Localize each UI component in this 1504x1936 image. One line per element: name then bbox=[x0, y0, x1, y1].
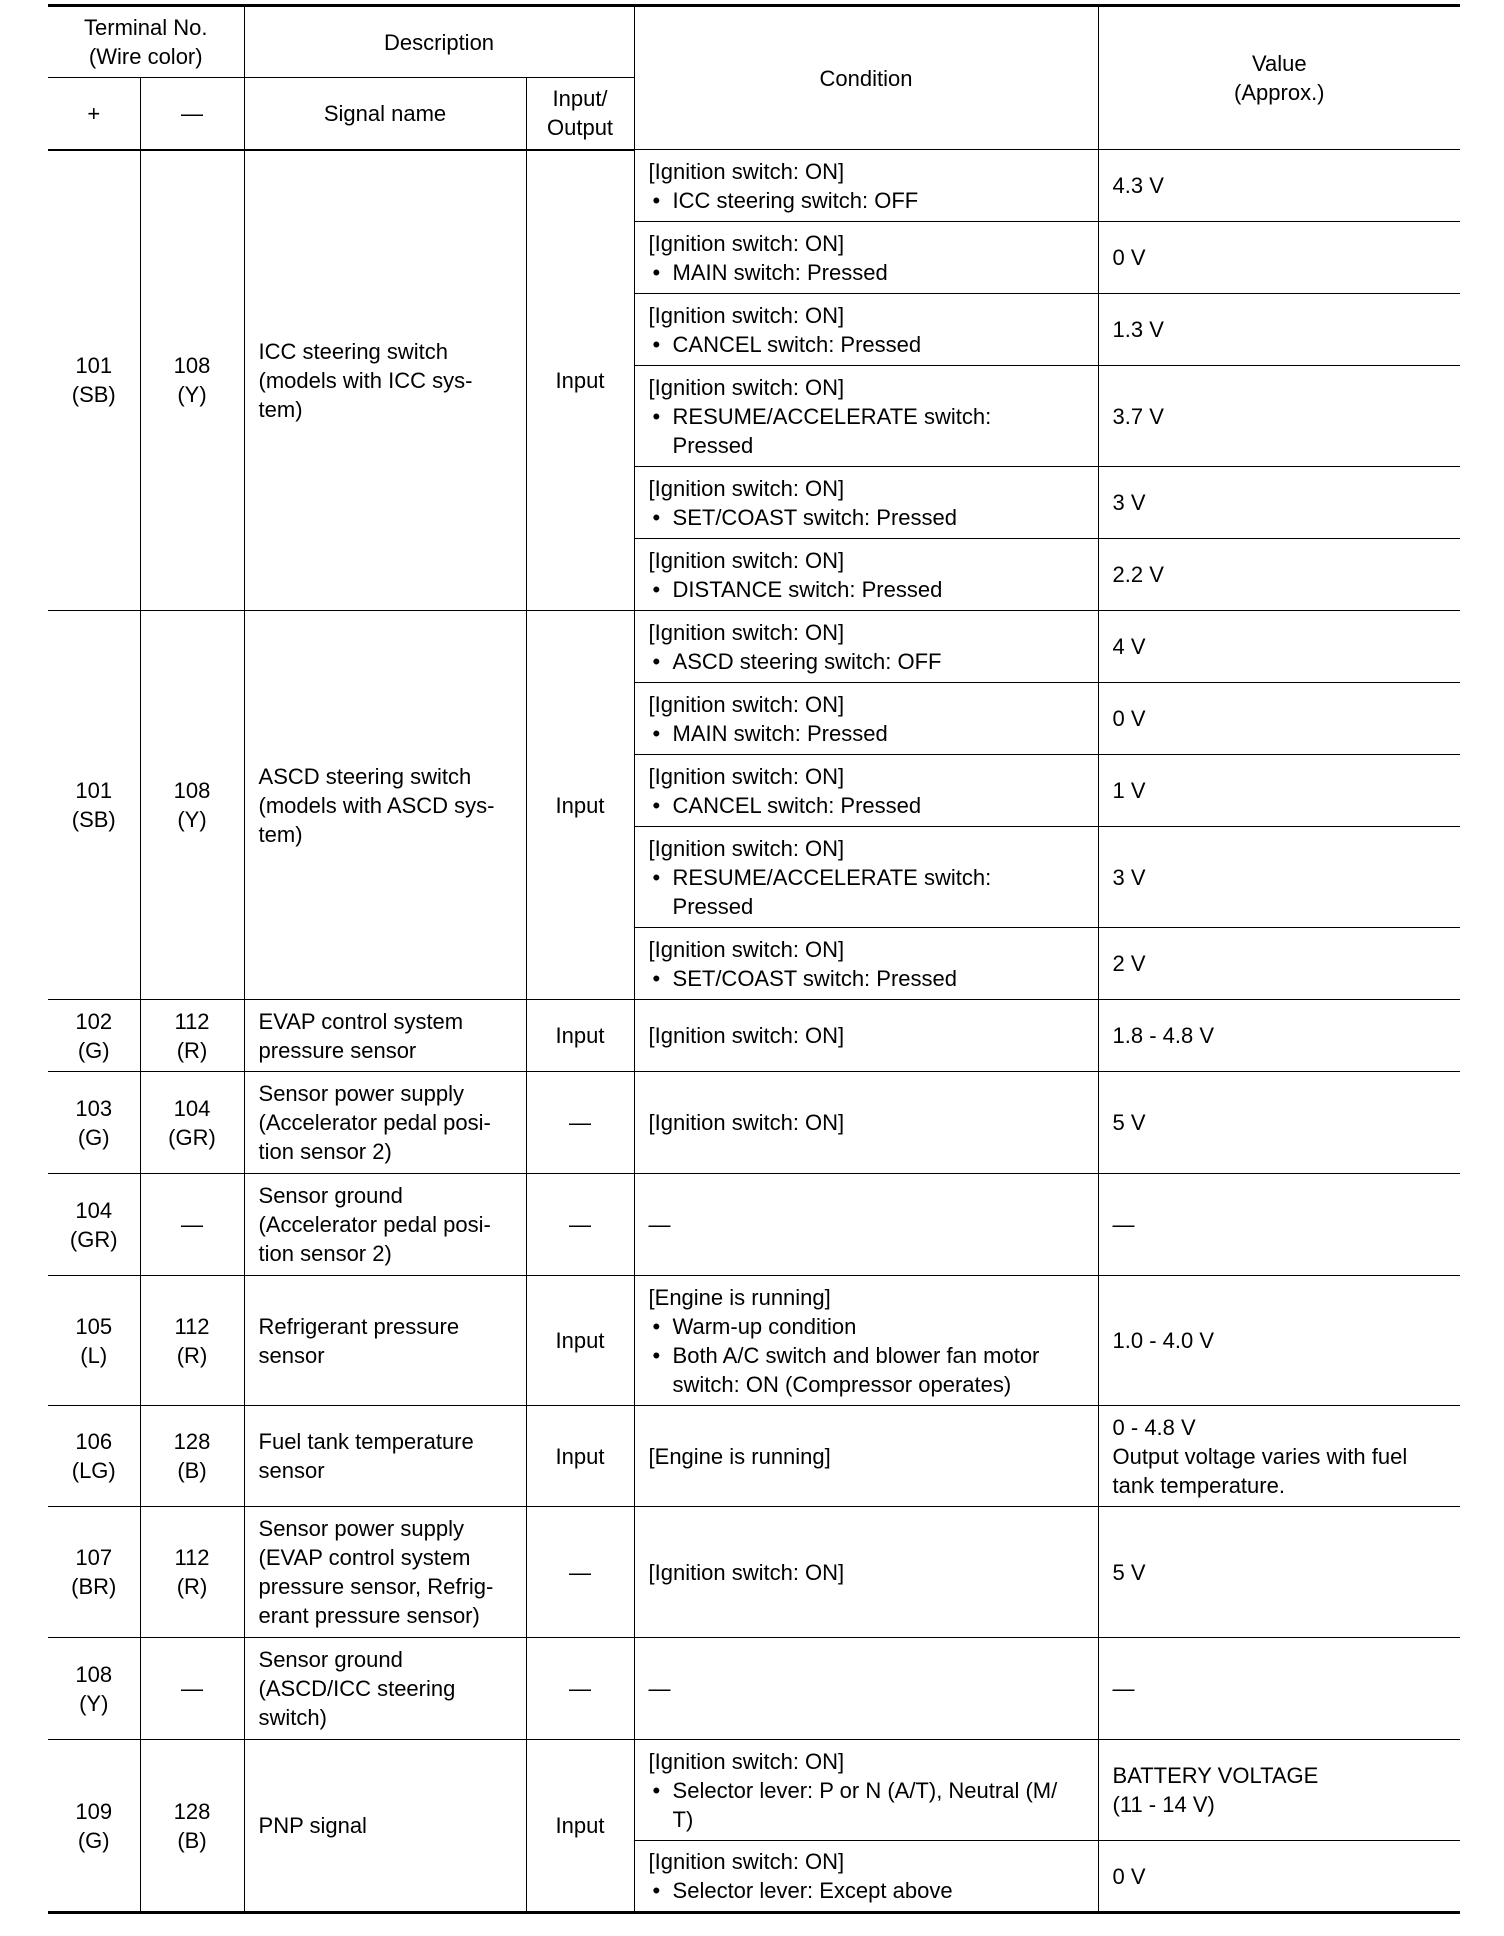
signal-name-cell: Refrigerant pressure sensor bbox=[244, 1276, 526, 1406]
condition-cell: [Ignition switch: ON] • SET/COAST switch: Pressed bbox=[634, 467, 1098, 539]
condition-cell: [Ignition switch: ON] • Selector lever: Except above bbox=[634, 1841, 1098, 1913]
condition-bullet: • Warm-up condition bbox=[649, 1312, 1084, 1341]
condition-cell: [Ignition switch: ON] • RESUME/ACCELERATE switch: Pressed bbox=[634, 366, 1098, 467]
value-cell: 1.8 - 4.8 V bbox=[1098, 1000, 1460, 1072]
signal-name-cell: PNP signal bbox=[244, 1740, 526, 1913]
terminal-plus-cell: 108 (Y) bbox=[48, 1638, 140, 1740]
table-row bbox=[48, 1276, 1460, 1406]
value-cell: 5 V bbox=[1098, 1507, 1460, 1638]
condition-cell: [Ignition switch: ON] • Selector lever: P or N (A/T), Neutral (M/ T) bbox=[634, 1740, 1098, 1841]
input-output-cell: — bbox=[526, 1507, 634, 1638]
condition-bullet: • DISTANCE switch: Pressed bbox=[649, 575, 1084, 604]
condition-bullet: • CANCEL switch: Pressed bbox=[649, 791, 1084, 820]
condition-bullet: • Both A/C switch and blower fan motor switch: ON (Compressor operates) bbox=[649, 1341, 1084, 1399]
value-header: Value (Approx.) bbox=[1098, 6, 1460, 150]
value-cell: BATTERY VOLTAGE (11 - 14 V) bbox=[1098, 1740, 1460, 1841]
condition-bullet: • MAIN switch: Pressed bbox=[649, 258, 1084, 287]
signal-name-cell: Fuel tank temperature sensor bbox=[244, 1406, 526, 1507]
terminal-plus-cell: 101 (SB) bbox=[48, 611, 140, 1000]
condition-bullet: • RESUME/ACCELERATE switch: Pressed bbox=[649, 402, 1084, 460]
condition-bullet: • ICC steering switch: OFF bbox=[649, 186, 1084, 215]
condition-bullet: • Selector lever: Except above bbox=[649, 1876, 1084, 1905]
condition-cell: [Ignition switch: ON] bbox=[634, 1507, 1098, 1638]
description-header: Description bbox=[244, 6, 634, 78]
condition-bullet: • RESUME/ACCELERATE switch: Pressed bbox=[649, 863, 1084, 921]
terminal-plus-cell: 104 (GR) bbox=[48, 1174, 140, 1276]
value-cell: 3 V bbox=[1098, 827, 1460, 928]
value-cell: 0 V bbox=[1098, 1841, 1460, 1913]
input-output-cell: — bbox=[526, 1638, 634, 1740]
signal-name-cell: ICC steering switch (models with ICC sys- tem) bbox=[244, 150, 526, 611]
condition-cell: [Ignition switch: ON] • ICC steering switch: OFF bbox=[634, 150, 1098, 222]
terminal-minus-cell: 128 (B) bbox=[140, 1406, 244, 1507]
terminal-minus-cell: 112 (R) bbox=[140, 1276, 244, 1406]
value-cell: 2.2 V bbox=[1098, 539, 1460, 611]
input-output-cell: — bbox=[526, 1072, 634, 1174]
input-output-cell: Input bbox=[526, 1276, 634, 1406]
table-row bbox=[48, 1507, 1460, 1638]
value-cell: 2 V bbox=[1098, 928, 1460, 1000]
minus-header: — bbox=[140, 78, 244, 150]
condition-cell: [Ignition switch: ON] • ASCD steering switch: OFF bbox=[634, 611, 1098, 683]
terminal-minus-cell: 108 (Y) bbox=[140, 150, 244, 611]
condition-cell: — bbox=[634, 1638, 1098, 1740]
value-cell: 0 V bbox=[1098, 222, 1460, 294]
table-row bbox=[48, 1406, 1460, 1507]
condition-cell: [Ignition switch: ON] bbox=[634, 1072, 1098, 1174]
condition-cell: [Ignition switch: ON] • SET/COAST switch: Pressed bbox=[634, 928, 1098, 1000]
value-cell: 4 V bbox=[1098, 611, 1460, 683]
signal-name-cell: Sensor power supply (EVAP control system pressure sensor, Refrig- erant pressure sensor) bbox=[244, 1507, 526, 1638]
condition-bullet: • Selector lever: P or N (A/T), Neutral (M/ T) bbox=[649, 1776, 1084, 1834]
condition-cell: [Ignition switch: ON] • DISTANCE switch: Pressed bbox=[634, 539, 1098, 611]
table-row bbox=[48, 1000, 1460, 1072]
signal-name-cell: EVAP control system pressure sensor bbox=[244, 1000, 526, 1072]
input-output-cell: Input bbox=[526, 1000, 634, 1072]
terminal-minus-cell: 108 (Y) bbox=[140, 611, 244, 1000]
terminal-table bbox=[48, 4, 1460, 1914]
table-row bbox=[48, 1072, 1460, 1174]
signal-name-cell: ASCD steering switch (models with ASCD sys- tem) bbox=[244, 611, 526, 1000]
value-cell: 1.3 V bbox=[1098, 294, 1460, 366]
terminal-minus-cell: 112 (R) bbox=[140, 1000, 244, 1072]
signal-name-cell: Sensor ground (Accelerator pedal posi- tion sensor 2) bbox=[244, 1174, 526, 1276]
terminal-plus-cell: 105 (L) bbox=[48, 1276, 140, 1406]
value-cell: 1 V bbox=[1098, 755, 1460, 827]
terminal-plus-cell: 107 (BR) bbox=[48, 1507, 140, 1638]
condition-header: Condition bbox=[634, 6, 1098, 150]
signal-name-header: Signal name bbox=[244, 78, 526, 150]
input-output-cell: Input bbox=[526, 150, 634, 611]
terminal-plus-cell: 103 (G) bbox=[48, 1072, 140, 1174]
condition-cell: [Engine is running] • Warm-up condition • Both A/C switch and blower fan motor switch: ON (Compressor operates) bbox=[634, 1276, 1098, 1406]
condition-bullet: • ASCD steering switch: OFF bbox=[649, 647, 1084, 676]
table-row bbox=[48, 1740, 1460, 1841]
table-row bbox=[48, 150, 1460, 222]
condition-bullet: • SET/COAST switch: Pressed bbox=[649, 503, 1084, 532]
input-output-cell: Input bbox=[526, 1740, 634, 1913]
table-row bbox=[48, 1638, 1460, 1740]
value-cell: 4.3 V bbox=[1098, 150, 1460, 222]
condition-cell: [Ignition switch: ON] • MAIN switch: Pressed bbox=[634, 683, 1098, 755]
condition-cell: [Ignition switch: ON] • CANCEL switch: Pressed bbox=[634, 755, 1098, 827]
terminal-minus-cell: — bbox=[140, 1638, 244, 1740]
condition-cell: [Ignition switch: ON] • MAIN switch: Pressed bbox=[634, 222, 1098, 294]
condition-bullet: • SET/COAST switch: Pressed bbox=[649, 964, 1084, 993]
value-cell: — bbox=[1098, 1638, 1460, 1740]
value-cell: — bbox=[1098, 1174, 1460, 1276]
terminal-plus-cell: 101 (SB) bbox=[48, 150, 140, 611]
value-cell: 5 V bbox=[1098, 1072, 1460, 1174]
condition-cell: — bbox=[634, 1174, 1098, 1276]
value-cell: 0 - 4.8 V Output voltage varies with fuel tank temperature. bbox=[1098, 1406, 1460, 1507]
input-output-header: Input/ Output bbox=[526, 78, 634, 150]
condition-cell: [Ignition switch: ON] • RESUME/ACCELERATE switch: Pressed bbox=[634, 827, 1098, 928]
terminal-plus-cell: 106 (LG) bbox=[48, 1406, 140, 1507]
terminal-table-page bbox=[48, 4, 1460, 1914]
signal-name-cell: Sensor power supply (Accelerator pedal posi- tion sensor 2) bbox=[244, 1072, 526, 1174]
condition-bullet: • MAIN switch: Pressed bbox=[649, 719, 1084, 748]
condition-cell: [Ignition switch: ON] • CANCEL switch: Pressed bbox=[634, 294, 1098, 366]
terminal-minus-cell: — bbox=[140, 1174, 244, 1276]
table-body bbox=[48, 150, 1460, 1913]
table-row bbox=[48, 611, 1460, 683]
value-cell: 1.0 - 4.0 V bbox=[1098, 1276, 1460, 1406]
input-output-cell: Input bbox=[526, 1406, 634, 1507]
value-cell: 0 V bbox=[1098, 683, 1460, 755]
terminal-no-header: Terminal No. (Wire color) bbox=[48, 6, 244, 78]
value-cell: 3.7 V bbox=[1098, 366, 1460, 467]
condition-cell: [Engine is running] bbox=[634, 1406, 1098, 1507]
value-cell: 3 V bbox=[1098, 467, 1460, 539]
terminal-minus-cell: 104 (GR) bbox=[140, 1072, 244, 1174]
condition-cell: [Ignition switch: ON] bbox=[634, 1000, 1098, 1072]
terminal-minus-cell: 112 (R) bbox=[140, 1507, 244, 1638]
table-header bbox=[48, 6, 1460, 150]
condition-bullet: • CANCEL switch: Pressed bbox=[649, 330, 1084, 359]
plus-header: + bbox=[48, 78, 140, 150]
table-row bbox=[48, 1174, 1460, 1276]
terminal-plus-cell: 102 (G) bbox=[48, 1000, 140, 1072]
terminal-minus-cell: 128 (B) bbox=[140, 1740, 244, 1913]
input-output-cell: — bbox=[526, 1174, 634, 1276]
terminal-plus-cell: 109 (G) bbox=[48, 1740, 140, 1913]
input-output-cell: Input bbox=[526, 611, 634, 1000]
signal-name-cell: Sensor ground (ASCD/ICC steering switch) bbox=[244, 1638, 526, 1740]
